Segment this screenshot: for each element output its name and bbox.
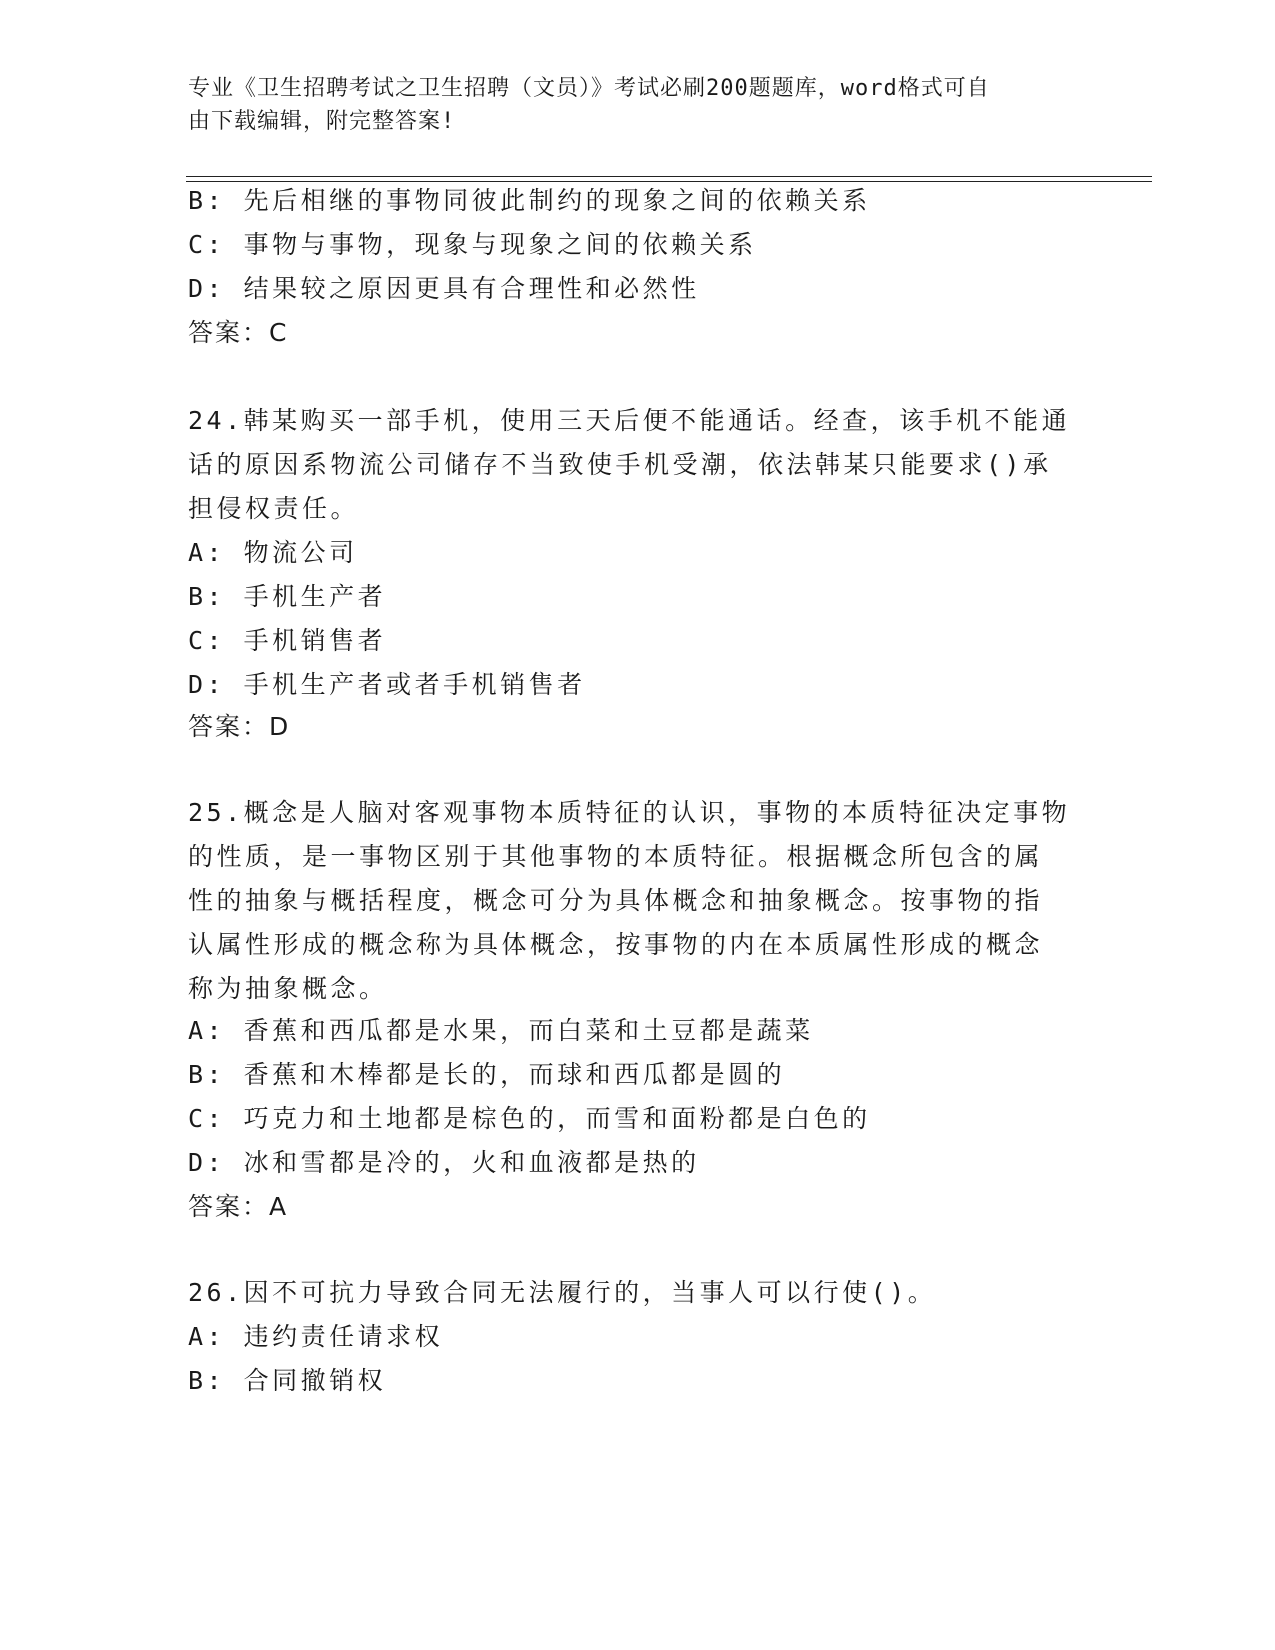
q26-option-b: B: 合同撤销权 bbox=[188, 1366, 387, 1395]
q25-option-d: D: 冰和雪都是冷的，火和血液都是热的 bbox=[188, 1148, 700, 1177]
q24-answer: 答案：D bbox=[188, 712, 291, 741]
q25-option-c: C: 巧克力和土地都是棕色的，而雪和面粉都是白色的 bbox=[188, 1104, 871, 1133]
q24-option-c: C: 手机销售者 bbox=[188, 626, 387, 655]
prev-option-b: B: 先后相继的事物同彼此制约的现象之间的依赖关系 bbox=[188, 186, 871, 215]
q25-text-line-5: 称为抽象概念。 bbox=[188, 974, 388, 1003]
q24-option-b: B: 手机生产者 bbox=[188, 582, 387, 611]
prev-option-c: C: 事物与事物，现象与现象之间的依赖关系 bbox=[188, 230, 757, 259]
q25-text-line-3: 性的抽象与概括程度，概念可分为具体概念和抽象概念。按事物的指 bbox=[188, 886, 1044, 915]
document-header bbox=[188, 72, 1088, 138]
header-line-1: 专业《卫生招聘考试之卫生招聘（文员）》考试必刷200题题库，word格式可自 bbox=[188, 76, 990, 101]
q26-option-a: A: 违约责任请求权 bbox=[188, 1322, 444, 1351]
header-line-2: 由下载编辑，附完整答案! bbox=[188, 109, 456, 134]
q25-text-line-4: 认属性形成的概念称为具体概念，按事物的内在本质属性形成的概念 bbox=[188, 930, 1044, 959]
prev-answer: 答案：C bbox=[188, 318, 289, 347]
q25-option-a: A: 香蕉和西瓜都是水果，而白菜和土豆都是蔬菜 bbox=[188, 1016, 814, 1045]
q24-text-line-3: 担侵权责任。 bbox=[188, 494, 360, 523]
q25-answer: 答案：A bbox=[188, 1192, 289, 1221]
q25-text-line-2: 的性质，是一事物区别于其他事物的本质特征。根据概念所包含的属 bbox=[188, 842, 1044, 871]
q26-text-line-1: 26.因不可抗力导致合同无法履行的，当事人可以行使()。 bbox=[188, 1278, 937, 1307]
q24-option-a: A: 物流公司 bbox=[188, 538, 358, 567]
q24-text-line-1: 24.韩某购买一部手机，使用三天后便不能通话。经查，该手机不能通 bbox=[188, 406, 1071, 435]
prev-option-d: D: 结果较之原因更具有合理性和必然性 bbox=[188, 274, 700, 303]
q25-option-b: B: 香蕉和木棒都是长的，而球和西瓜都是圆的 bbox=[188, 1060, 786, 1089]
q24-text-line-2: 话的原因系物流公司储存不当致使手机受潮，依法韩某只能要求()承 bbox=[188, 450, 1052, 479]
q24-option-d: D: 手机生产者或者手机销售者 bbox=[188, 670, 586, 699]
q25-text-line-1: 25.概念是人脑对客观事物本质特征的认识，事物的本质特征决定事物 bbox=[188, 798, 1071, 827]
header-divider bbox=[186, 176, 1152, 182]
